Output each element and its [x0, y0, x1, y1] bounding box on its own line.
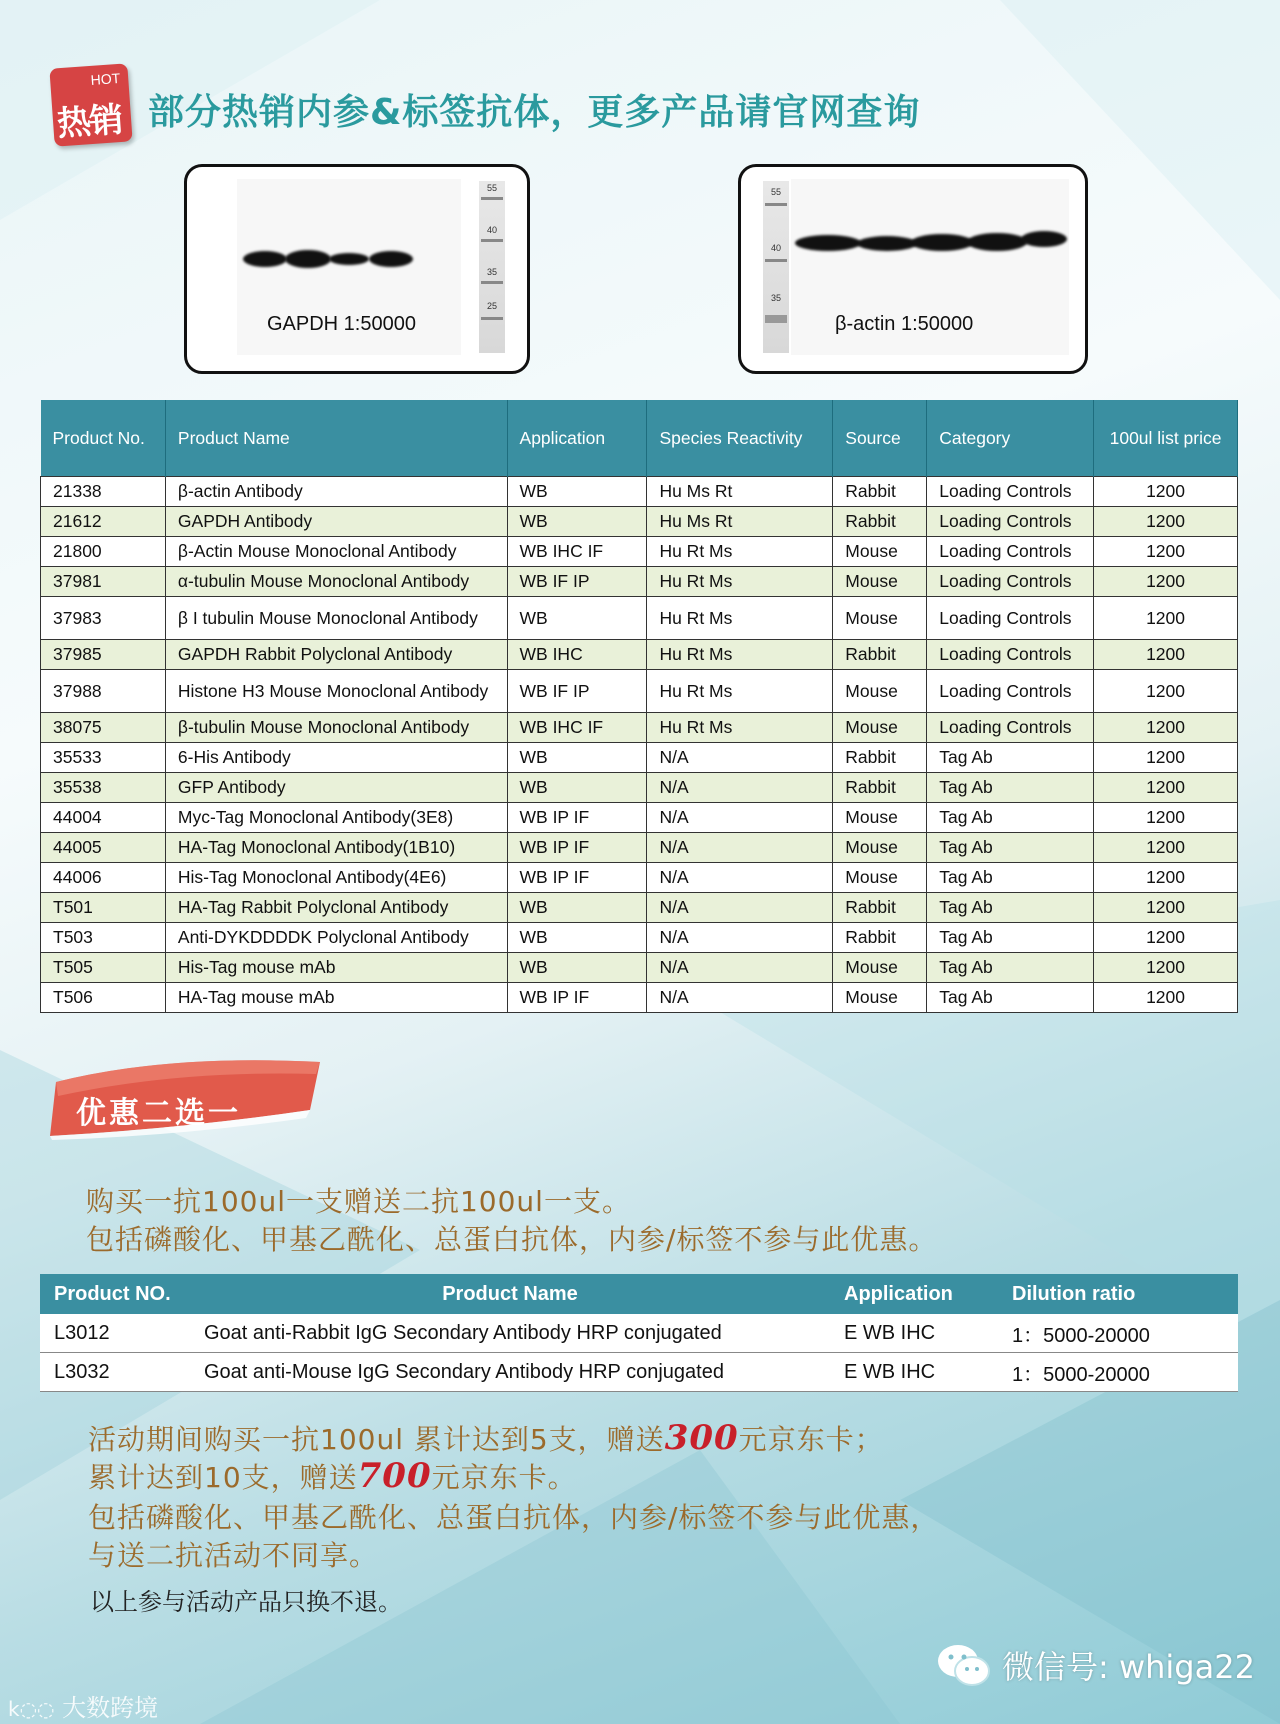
ladder-label: 40	[770, 243, 781, 253]
offer-line-2	[88, 1456, 577, 1496]
table-cell: 1200	[1094, 863, 1238, 893]
table-cell: 1：5000-20000	[998, 1314, 1238, 1353]
table-cell: T506	[41, 983, 166, 1013]
blot-band	[329, 253, 369, 265]
col-header: Product Name	[165, 400, 507, 477]
promo-line-1: 购买一抗100ul一支赠送二抗100ul一支。	[86, 1185, 631, 1218]
col-header: Product NO.	[40, 1274, 190, 1314]
table-cell: 1200	[1094, 773, 1238, 803]
table-row	[41, 833, 1238, 863]
table-cell: 1200	[1094, 923, 1238, 953]
table-cell: 6-His Antibody	[165, 743, 507, 773]
table-cell: Mouse	[833, 953, 927, 983]
table-cell: 38075	[41, 713, 166, 743]
table-cell: GAPDH Rabbit Polyclonal Antibody	[165, 640, 507, 670]
table-cell: N/A	[647, 983, 833, 1013]
table-cell: Hu Rt Ms	[647, 567, 833, 597]
table-cell: Mouse	[833, 863, 927, 893]
table-cell: Mouse	[833, 670, 927, 713]
wechat-id-text: 微信号: whiga22	[1002, 1648, 1255, 1686]
gapdh-caption: GAPDH 1:50000	[267, 313, 416, 335]
ladder-band	[481, 317, 503, 320]
col-header: Species Reactivity	[647, 400, 833, 477]
table-cell: Loading Controls	[927, 670, 1094, 713]
table-cell: β I tubulin Mouse Monoclonal Antibody	[165, 597, 507, 640]
table-cell: Hu Ms Rt	[647, 507, 833, 537]
offer-line-4: 与送二抗活动不同享。	[88, 1539, 379, 1572]
actin-ladder	[763, 181, 789, 353]
promo-line-2: 包括磷酸化、甲基乙酰化、总蛋白抗体，内参/标签不参与此优惠。	[86, 1223, 938, 1256]
wechat-id	[936, 1642, 1255, 1688]
table-cell: 21338	[41, 477, 166, 507]
table-cell: L3032	[40, 1353, 190, 1392]
hot-label: HOT	[90, 69, 121, 88]
table-cell: 37981	[41, 567, 166, 597]
table-cell: 21800	[41, 537, 166, 567]
table-cell: Tag Ab	[927, 773, 1094, 803]
table-cell: N/A	[647, 923, 833, 953]
table-row	[41, 537, 1238, 567]
table-row	[41, 893, 1238, 923]
table-cell: Mouse	[833, 537, 927, 567]
table-cell: Hu Rt Ms	[647, 597, 833, 640]
table-cell: Tag Ab	[927, 833, 1094, 863]
table-cell: 1200	[1094, 597, 1238, 640]
col-header: 100ul list price	[1094, 400, 1238, 477]
table-cell: WB IHC IF	[507, 713, 647, 743]
table-cell: Rabbit	[833, 477, 927, 507]
col-header: Dilution ratio	[998, 1274, 1238, 1314]
table-cell: 37985	[41, 640, 166, 670]
table-row	[41, 477, 1238, 507]
gapdh-blot-panel	[184, 164, 530, 374]
table-cell: Tag Ab	[927, 983, 1094, 1013]
table-header-row	[41, 400, 1238, 477]
table-cell: Rabbit	[833, 507, 927, 537]
blot-band	[243, 251, 287, 267]
ladder-band	[481, 197, 503, 200]
table-row	[41, 597, 1238, 640]
table-cell: 1200	[1094, 640, 1238, 670]
hot-badge	[49, 63, 132, 146]
table-cell: Loading Controls	[927, 537, 1094, 567]
table-cell: Mouse	[833, 833, 927, 863]
table-cell: 1200	[1094, 507, 1238, 537]
table-cell: N/A	[647, 833, 833, 863]
table-cell: β-actin Antibody	[165, 477, 507, 507]
table-cell: 21612	[41, 507, 166, 537]
table-cell: WB IP IF	[507, 803, 647, 833]
table-cell: WB IP IF	[507, 863, 647, 893]
blot-band	[369, 251, 413, 267]
table-cell: GAPDH Antibody	[165, 507, 507, 537]
table-cell: 44004	[41, 803, 166, 833]
blot-band	[795, 235, 861, 251]
table-cell: 1200	[1094, 477, 1238, 507]
table-cell: α-tubulin Mouse Monoclonal Antibody	[165, 567, 507, 597]
table-cell: Rabbit	[833, 773, 927, 803]
table-cell: Hu Ms Rt	[647, 477, 833, 507]
table-row	[41, 953, 1238, 983]
table-cell: WB	[507, 597, 647, 640]
table-cell: 35533	[41, 743, 166, 773]
table-cell: WB	[507, 893, 647, 923]
table-cell: Loading Controls	[927, 597, 1094, 640]
col-header: Application	[830, 1274, 998, 1314]
table-cell: 44005	[41, 833, 166, 863]
table-cell: Histone H3 Mouse Monoclonal Antibody	[165, 670, 507, 713]
table-row	[40, 1353, 1238, 1392]
table-cell: 1200	[1094, 833, 1238, 863]
table-cell: Loading Controls	[927, 713, 1094, 743]
offer-amount-300: 300	[664, 1418, 739, 1458]
actin-caption: β-actin 1:50000	[835, 313, 974, 335]
table-row	[41, 670, 1238, 713]
table-cell: 1200	[1094, 983, 1238, 1013]
table-cell: β-Actin Mouse Monoclonal Antibody	[165, 537, 507, 567]
table-cell: Myc-Tag Monoclonal Antibody(3E8)	[165, 803, 507, 833]
table-cell: E WB IHC	[830, 1353, 998, 1392]
table-cell: Mouse	[833, 803, 927, 833]
col-header: Category	[927, 400, 1094, 477]
promo-banner-text: 优惠二选一	[76, 1096, 241, 1131]
table-cell: HA-Tag Monoclonal Antibody(1B10)	[165, 833, 507, 863]
table-row	[41, 863, 1238, 893]
table-cell: His-Tag mouse mAb	[165, 953, 507, 983]
table-cell: WB	[507, 477, 647, 507]
ladder-label: 35	[770, 293, 781, 303]
watermark-text: 大数跨境	[62, 1694, 159, 1722]
table-cell: N/A	[647, 893, 833, 923]
table-cell: L3012	[40, 1314, 190, 1353]
secondary-table	[40, 1274, 1238, 1392]
table-cell: Mouse	[833, 983, 927, 1013]
table-cell: T501	[41, 893, 166, 923]
table-cell: T505	[41, 953, 166, 983]
offer-line-3: 包括磷酸化、甲基乙酰化、总蛋白抗体，内参/标签不参与此优惠，	[88, 1501, 940, 1534]
table-cell: Tag Ab	[927, 893, 1094, 923]
offer-amount-700: 700	[357, 1456, 432, 1496]
wechat-icon	[936, 1643, 992, 1687]
table-cell: T503	[41, 923, 166, 953]
table-cell: HA-Tag mouse mAb	[165, 983, 507, 1013]
table-row	[40, 1314, 1238, 1353]
table-cell: N/A	[647, 743, 833, 773]
blot-band	[967, 233, 1027, 251]
table-cell: Goat anti-Rabbit IgG Secondary Antibody HRP conjugated	[190, 1314, 830, 1353]
table-row	[41, 983, 1238, 1013]
product-table	[40, 400, 1238, 1013]
blot-band	[285, 250, 331, 268]
table-cell: Hu Rt Ms	[647, 537, 833, 567]
table-cell: 37983	[41, 597, 166, 640]
table-cell: 1200	[1094, 803, 1238, 833]
table-cell: WB IHC	[507, 640, 647, 670]
col-header: Product Name	[190, 1274, 830, 1314]
table-row	[41, 773, 1238, 803]
table-cell: WB IHC IF	[507, 537, 647, 567]
ladder-band	[481, 239, 503, 242]
table-cell: His-Tag Monoclonal Antibody(4E6)	[165, 863, 507, 893]
table-cell: Tag Ab	[927, 803, 1094, 833]
table-row	[41, 743, 1238, 773]
blot-band	[857, 236, 917, 251]
table-row	[41, 567, 1238, 597]
return-policy-note: 以上参与活动产品只换不退。	[90, 1588, 402, 1616]
offer-line-1-suffix: 元京东卡；	[738, 1423, 884, 1456]
ladder-label: 40	[486, 225, 497, 235]
table-cell: Tag Ab	[927, 743, 1094, 773]
table-cell: Rabbit	[833, 640, 927, 670]
blot-band	[911, 234, 973, 251]
table-row	[41, 803, 1238, 833]
table-row	[41, 640, 1238, 670]
offer-line-2-text: 累计达到10支，赠送	[88, 1461, 358, 1494]
offer-line-1	[88, 1418, 884, 1458]
col-header: Source	[833, 400, 927, 477]
table-cell: Loading Controls	[927, 567, 1094, 597]
table-cell: Mouse	[833, 713, 927, 743]
table-cell: N/A	[647, 803, 833, 833]
ladder-band	[765, 259, 787, 262]
table-cell: WB IF IP	[507, 670, 647, 713]
actin-blot-panel	[738, 164, 1088, 374]
table-cell: HA-Tag Rabbit Polyclonal Antibody	[165, 893, 507, 923]
table-cell: Tag Ab	[927, 863, 1094, 893]
table-cell: WB IF IP	[507, 567, 647, 597]
table-cell: N/A	[647, 953, 833, 983]
table-cell: N/A	[647, 863, 833, 893]
table-cell: GFP Antibody	[165, 773, 507, 803]
table-cell: Mouse	[833, 597, 927, 640]
table-cell: Loading Controls	[927, 507, 1094, 537]
table-cell: WB	[507, 507, 647, 537]
table-row	[41, 713, 1238, 743]
ladder-band	[481, 281, 503, 284]
table-cell: WB	[507, 773, 647, 803]
table-cell: Tag Ab	[927, 953, 1094, 983]
table-cell: 1200	[1094, 953, 1238, 983]
table-cell: WB IP IF	[507, 983, 647, 1013]
table-cell: E WB IHC	[830, 1314, 998, 1353]
table-cell: 1200	[1094, 713, 1238, 743]
table-cell: Hu Rt Ms	[647, 640, 833, 670]
col-header: Product No.	[41, 400, 166, 477]
table-cell: Goat anti-Mouse IgG Secondary Antibody HRP conjugated	[190, 1353, 830, 1392]
ladder-label: 55	[486, 183, 497, 193]
table-header-row	[40, 1274, 1238, 1314]
table-cell: Rabbit	[833, 923, 927, 953]
blot-band	[1021, 231, 1067, 247]
col-header: Application	[507, 400, 647, 477]
table-cell: WB	[507, 743, 647, 773]
table-cell: Rabbit	[833, 743, 927, 773]
ladder-band	[765, 203, 787, 206]
table-cell: 1200	[1094, 893, 1238, 923]
table-row	[41, 923, 1238, 953]
table-cell: Tag Ab	[927, 923, 1094, 953]
table-cell: 44006	[41, 863, 166, 893]
table-cell: β-tubulin Mouse Monoclonal Antibody	[165, 713, 507, 743]
page-title: 部分热销内参&标签抗体，更多产品请官网查询	[148, 92, 921, 133]
table-cell: 1：5000-20000	[998, 1353, 1238, 1392]
ladder-label: 35	[486, 267, 497, 277]
table-row	[41, 507, 1238, 537]
offer-line-2-suffix: 元京东卡。	[431, 1461, 577, 1494]
table-cell: 1200	[1094, 537, 1238, 567]
table-cell: 35538	[41, 773, 166, 803]
watermark-logo-icon: k◌◌	[8, 1697, 55, 1721]
table-cell: Rabbit	[833, 893, 927, 923]
gapdh-ladder	[479, 181, 505, 353]
table-cell: 1200	[1094, 567, 1238, 597]
table-cell: WB	[507, 923, 647, 953]
ladder-label: 25	[486, 301, 497, 311]
table-cell: Loading Controls	[927, 477, 1094, 507]
table-cell: Hu Rt Ms	[647, 670, 833, 713]
table-cell: 1200	[1094, 670, 1238, 713]
table-cell: 37988	[41, 670, 166, 713]
offer-line-1-text: 活动期间购买一抗100ul 累计达到5支，赠送	[88, 1423, 665, 1456]
table-cell: N/A	[647, 773, 833, 803]
watermark	[8, 1688, 158, 1723]
ladder-label: 55	[770, 187, 781, 197]
table-cell: Loading Controls	[927, 640, 1094, 670]
ladder-band	[765, 315, 787, 323]
table-cell: Mouse	[833, 567, 927, 597]
table-cell: WB IP IF	[507, 833, 647, 863]
table-cell: Hu Rt Ms	[647, 713, 833, 743]
table-cell: 1200	[1094, 743, 1238, 773]
table-cell: WB	[507, 953, 647, 983]
hot-badge-text: 热销	[55, 99, 123, 145]
table-cell: Anti-DYKDDDDK Polyclonal Antibody	[165, 923, 507, 953]
